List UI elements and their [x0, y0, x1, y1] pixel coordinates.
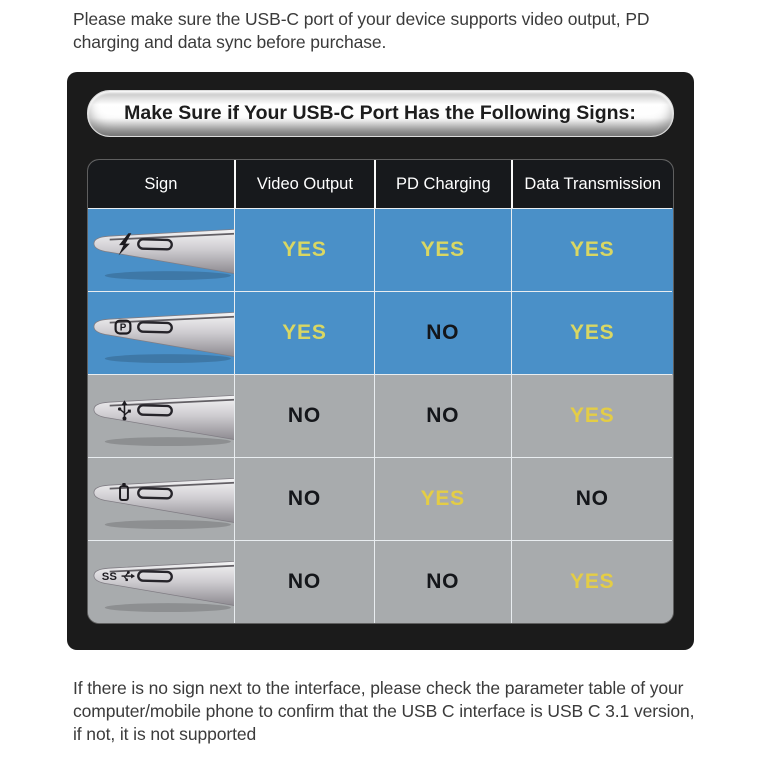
bottom-note: If there is no sign next to the interface, please check the parameter table of your computer/mobile phone to confirm that the USB C interface is USB C 3.1 version, if not, it is not supported [73, 677, 695, 745]
column-header-sign: Sign [144, 174, 178, 193]
column-header-video-output: Video Output [234, 160, 373, 208]
cell-pd-charging [374, 457, 511, 540]
cell-video-output [234, 208, 373, 291]
usb-ss-port-icon [89, 549, 235, 615]
cell-pd-charging [374, 208, 511, 291]
table-body [88, 208, 673, 623]
table-row [88, 208, 673, 291]
value-text: NO [426, 320, 460, 344]
cell-video-output [234, 540, 373, 623]
value-text: YES [282, 320, 327, 344]
cell-pd-charging [374, 291, 511, 374]
sign-cell [88, 457, 235, 540]
cell-video-output [234, 374, 373, 457]
sign-cell [88, 208, 235, 291]
table-row [88, 374, 673, 457]
usb-port-icon [89, 383, 235, 449]
value-text: YES [570, 403, 615, 427]
info-panel [67, 72, 694, 650]
table-row [88, 291, 673, 374]
value-text: YES [570, 237, 615, 261]
displayport-port-icon [89, 300, 235, 366]
sign-cell [88, 540, 235, 623]
battery-port-icon [89, 466, 235, 532]
cell-data-transmission [511, 374, 672, 457]
sign-cell [88, 374, 235, 457]
column-header-pd-charging: PD Charging [374, 160, 511, 208]
column-header-data-transmission: Data Transmission [511, 160, 672, 208]
value-text: NO [426, 403, 460, 427]
sign-cell [88, 291, 235, 374]
cell-data-transmission [511, 291, 672, 374]
svg-text:SS: SS [101, 570, 117, 583]
cell-data-transmission [511, 457, 672, 540]
cell-data-transmission [511, 540, 672, 623]
cell-video-output [234, 291, 373, 374]
value-text: NO [287, 569, 321, 593]
table-header-row [88, 160, 673, 208]
cell-pd-charging [374, 540, 511, 623]
value-text: YES [570, 569, 615, 593]
cell-pd-charging [374, 374, 511, 457]
table-row [88, 540, 673, 623]
value-text: YES [282, 237, 327, 261]
value-text: YES [420, 237, 465, 261]
value-text: NO [287, 486, 321, 510]
top-note: Please make sure the USB-C port of your device supports video output, PD charging and data sync before purchase. [73, 9, 650, 53]
compatibility-table [87, 159, 674, 624]
panel-title: Make Sure if Your USB-C Port Has the Following Signs: [124, 101, 636, 124]
value-text: YES [570, 320, 615, 344]
value-text: NO [287, 403, 321, 427]
table-row [88, 457, 673, 540]
thunderbolt-port-icon [89, 217, 235, 283]
cell-video-output [234, 457, 373, 540]
panel-title-pill [87, 90, 674, 137]
value-text: NO [575, 486, 609, 510]
value-text: NO [426, 569, 460, 593]
svg-text:P: P [119, 322, 126, 334]
value-text: YES [420, 486, 465, 510]
cell-data-transmission [511, 208, 672, 291]
